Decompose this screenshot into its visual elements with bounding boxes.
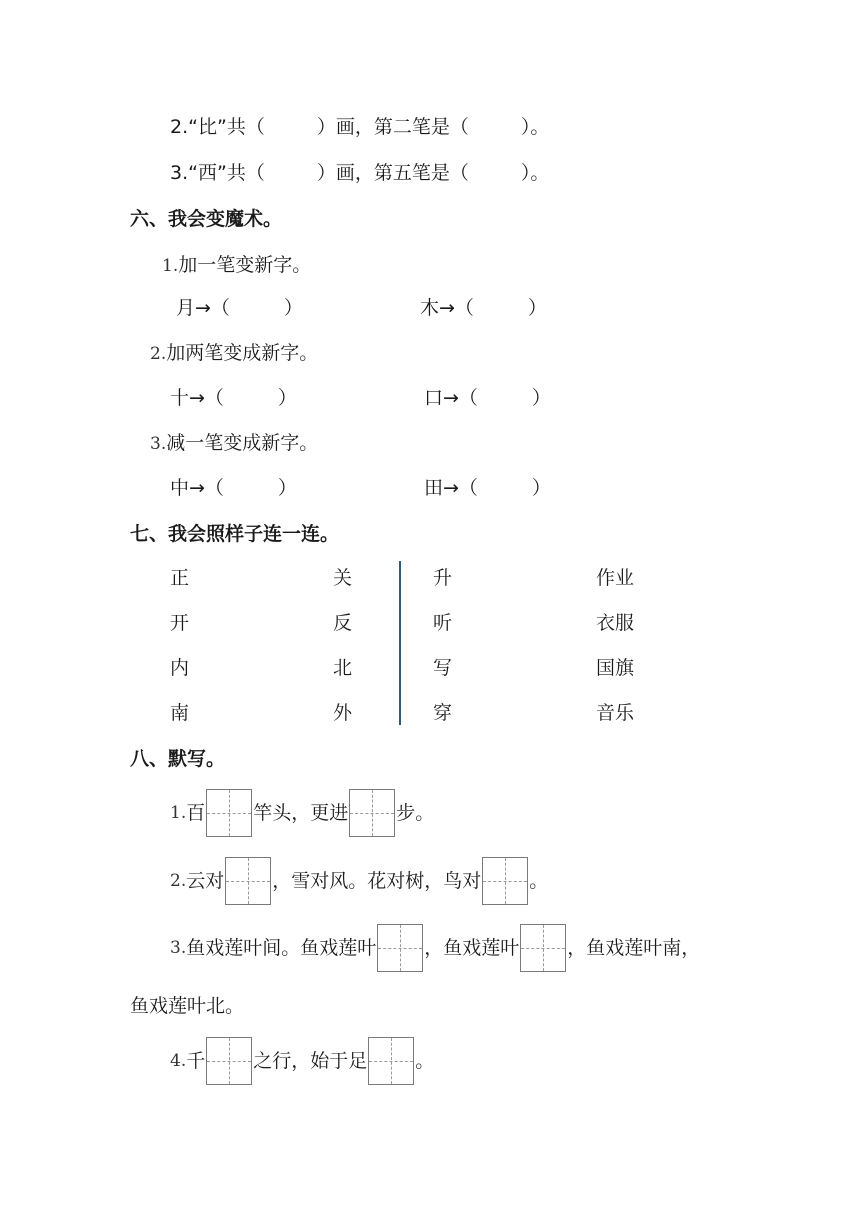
match-word-col2[interactable]: 关 bbox=[333, 567, 353, 589]
question-text: ，雪对风。花对树，鸟对 bbox=[272, 869, 482, 892]
dictation-q4 bbox=[170, 1037, 434, 1085]
question-number: 1. bbox=[162, 256, 179, 276]
question-text: ）。 bbox=[520, 162, 550, 184]
question-text: ，鱼戏莲叶 bbox=[424, 936, 520, 959]
writing-box[interactable] bbox=[482, 857, 528, 905]
question-number: 1. bbox=[170, 802, 187, 823]
question-text: 百 bbox=[186, 801, 206, 824]
question-text: 鱼戏莲叶间。鱼戏莲叶 bbox=[186, 936, 377, 959]
stroke-question-2 bbox=[170, 118, 549, 137]
item-text: ） bbox=[277, 387, 297, 409]
section-6-title: 六、我会变魔术。 bbox=[130, 208, 283, 230]
question-text: 竿头，更进 bbox=[253, 801, 349, 824]
question-text: 步。 bbox=[396, 801, 435, 824]
question-text: ）画，第二笔是（ bbox=[316, 116, 469, 138]
writing-box[interactable] bbox=[377, 924, 423, 972]
match-word-col3[interactable]: 听 bbox=[433, 612, 453, 634]
match-word-col1[interactable]: 南 bbox=[170, 702, 190, 724]
section-6-q1 bbox=[162, 256, 311, 275]
match-word-col4[interactable]: 衣服 bbox=[596, 612, 635, 634]
question-text: ）。 bbox=[520, 116, 550, 138]
dictation-q1 bbox=[170, 789, 434, 837]
question-text: 。 bbox=[529, 869, 549, 892]
writing-box[interactable] bbox=[206, 789, 252, 837]
match-word-col1[interactable]: 内 bbox=[170, 657, 190, 679]
q2-left-item bbox=[170, 389, 297, 408]
question-number: 4. bbox=[170, 1050, 187, 1071]
q1-right-item bbox=[420, 299, 547, 318]
writing-box[interactable] bbox=[206, 1037, 252, 1085]
match-word-col4[interactable]: 国旗 bbox=[596, 657, 635, 679]
item-text: ） bbox=[277, 477, 297, 499]
item-text: ） bbox=[283, 297, 303, 319]
match-word-col2[interactable]: 北 bbox=[333, 657, 353, 679]
match-word-col2[interactable]: 反 bbox=[333, 612, 353, 634]
q2-right-item bbox=[424, 389, 551, 408]
item-text: 十→（ bbox=[170, 387, 224, 409]
item-text: ） bbox=[527, 297, 547, 319]
match-word-col1[interactable]: 正 bbox=[170, 567, 190, 589]
item-text: 中→（ bbox=[170, 477, 224, 499]
question-number: 3. bbox=[170, 937, 187, 958]
question-text: 加两笔变成新字。 bbox=[166, 342, 319, 364]
match-word-col4[interactable]: 作业 bbox=[596, 567, 635, 589]
question-number: 2. bbox=[170, 870, 187, 891]
match-word-col3[interactable]: 写 bbox=[433, 657, 453, 679]
question-text: 之行，始于足 bbox=[253, 1049, 368, 1072]
writing-box[interactable] bbox=[368, 1037, 414, 1085]
question-text: ）画，第五笔是（ bbox=[316, 162, 469, 184]
item-text: ） bbox=[531, 387, 551, 409]
match-word-col2[interactable]: 外 bbox=[333, 702, 353, 724]
question-text: 2.“比”共（ bbox=[170, 116, 265, 138]
match-word-col1[interactable]: 开 bbox=[170, 612, 190, 634]
section-8-title: 八、默写。 bbox=[130, 748, 226, 770]
q3-left-item bbox=[170, 479, 297, 498]
item-text: 口→（ bbox=[424, 387, 478, 409]
question-text: ，鱼戏莲叶南， bbox=[567, 936, 701, 959]
question-text: 云对 bbox=[186, 869, 225, 892]
writing-box[interactable] bbox=[225, 857, 271, 905]
item-text: 月→（ bbox=[176, 297, 230, 319]
question-text: 。 bbox=[415, 1049, 435, 1072]
dictation-q2 bbox=[170, 857, 548, 905]
match-word-col4[interactable]: 音乐 bbox=[596, 702, 635, 724]
column-divider bbox=[399, 561, 401, 725]
item-text: ） bbox=[531, 477, 551, 499]
dictation-q3 bbox=[170, 924, 700, 972]
question-text: 减一笔变成新字。 bbox=[166, 432, 319, 454]
dictation-q3-continuation: 鱼戏莲叶北。 bbox=[130, 995, 245, 1017]
item-text: 田→（ bbox=[424, 477, 478, 499]
question-text: 加一笔变新字。 bbox=[178, 254, 312, 276]
section-6-q2 bbox=[150, 344, 318, 363]
item-text: 木→（ bbox=[420, 297, 474, 319]
section-7-title: 七、我会照样子连一连。 bbox=[130, 523, 340, 545]
writing-box[interactable] bbox=[520, 924, 566, 972]
question-number: 2. bbox=[150, 344, 167, 364]
match-word-col3[interactable]: 穿 bbox=[433, 702, 453, 724]
section-6-q3 bbox=[150, 434, 318, 453]
stroke-question-3 bbox=[170, 164, 549, 183]
question-text: 千 bbox=[186, 1049, 206, 1072]
question-text: 3.“西”共（ bbox=[170, 162, 265, 184]
q1-left-item bbox=[176, 299, 303, 318]
question-number: 3. bbox=[150, 434, 167, 454]
match-word-col3[interactable]: 升 bbox=[433, 567, 453, 589]
q3-right-item bbox=[424, 479, 551, 498]
writing-box[interactable] bbox=[349, 789, 395, 837]
